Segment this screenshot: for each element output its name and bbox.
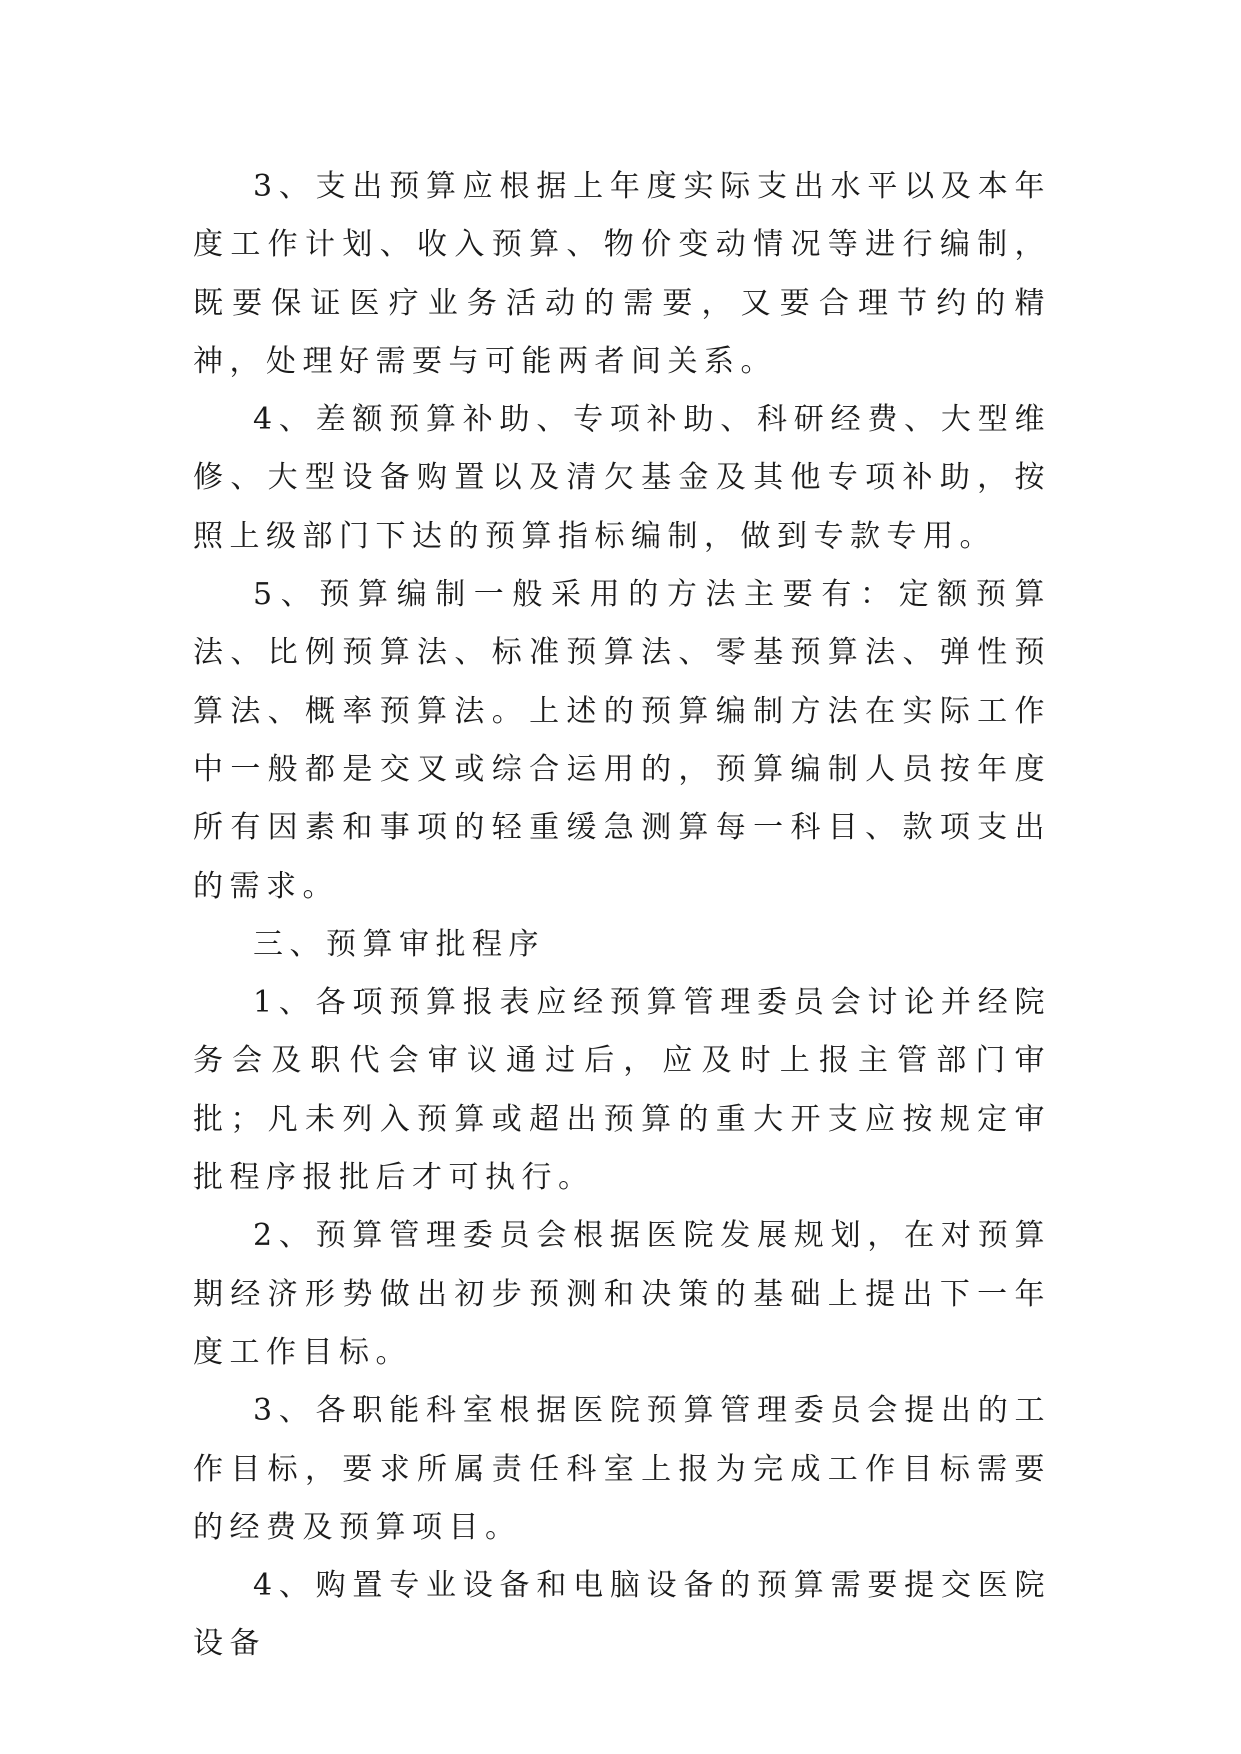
paragraph-approval-step-2: 2、预算管理委员会根据医院发展规划，在对预算期经济形势做出初步预测和决策的基础上提出下一年度工作目标。 (193, 1218, 1051, 1370)
paragraph-budget-methods: 5、预算编制一般采用的方法主要有：定额预算法、比例预算法、标准预算法、零基预算法、弹性预算法、概率预算法。上述的预算编制方法在实际工作中一般都是交叉或综合运用的，预算编制人员按年度所有因素和事项的轻重缓急测算每一科目、款项支出的需求。 (193, 577, 1051, 904)
section-heading-approval-procedure: 三、预算审批程序 (253, 926, 545, 962)
paragraph-approval-step-3: 3、各职能科室根据医院预算管理委员会提出的工作目标，要求所属责任科室上报为完成工作目标需要的经费及预算项目。 (193, 1393, 1051, 1545)
paragraph-special-subsidies: 4、差额预算补助、专项补助、科研经费、大型维修、大型设备购置以及清欠基金及其他专项补助，按照上级部门下达的预算指标编制，做到专款专用。 (193, 402, 1051, 554)
paragraph-approval-step-1: 1、各项预算报表应经预算管理委员会讨论并经院务会及职代会审议通过后，应及时上报主管部门审批；凡未列入预算或超出预算的重大开支应按规定审批程序报批后才可执行。 (193, 985, 1051, 1196)
paragraph-expense-budget: 3、支出预算应根据上年度实际支出水平以及本年度工作计划、收入预算、物价变动情况等进行编制，既要保证医疗业务活动的需要，又要合理节约的精神，处理好需要与可能两者间关系。 (193, 169, 1051, 379)
paragraph-approval-step-4: 4、购置专业设备和电脑设备的预算需要提交医院设备 (193, 1568, 1051, 1662)
document-body (193, 158, 1051, 1674)
